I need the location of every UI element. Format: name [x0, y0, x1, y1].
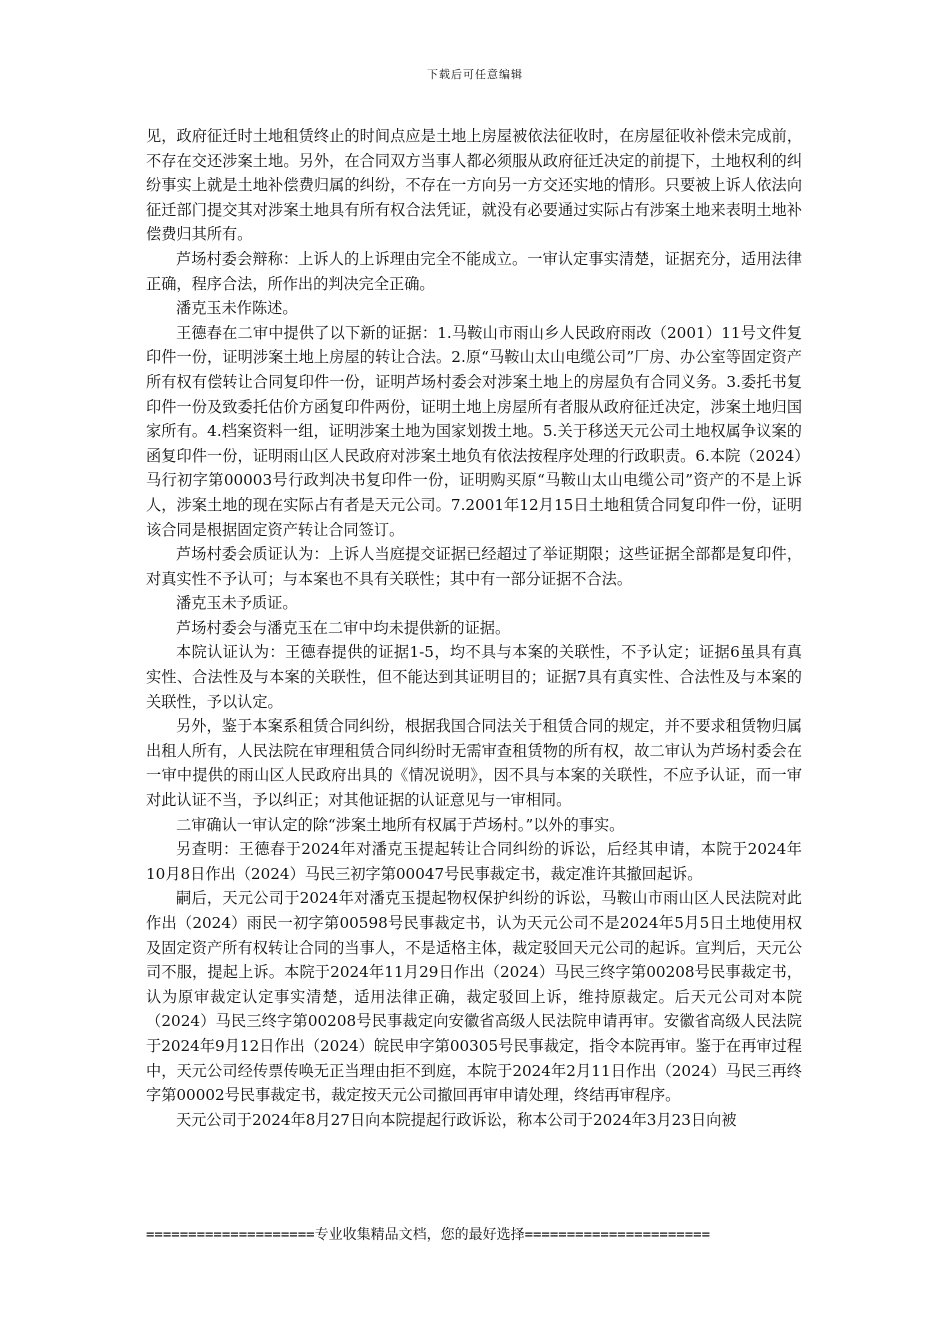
paragraph: 芦场村委会质证认为：上诉人当庭提交证据已经超过了举证期限；这些证据全部都是复印件，对真实性不予认可；与本案也不具有关联性；其中有一部分证据不合法。: [146, 545, 802, 588]
paragraph: 芦场村委会与潘克玉在二审中均未提供新的证据。: [176, 618, 511, 637]
paragraph: 见，政府征迁时土地租赁终止的时间点应是土地上房屋被依法征收时，在房屋征收补偿未完成前，不存在交还涉案土地。另外，在合同双方当事人都必须服从政府征迁决定的前提下，土地权利的纠纷事实上就是土地补偿费归属的纠纷，不存在一方向另一方交还实地的情形。只要被上诉人依法向征迁部门提交其对涉案土地具有所有权合法凭证，就没有必要通过实际占有涉案土地来表明土地补偿费归其所有。: [146, 127, 802, 244]
page-header: 下载后可任意编辑: [427, 68, 523, 81]
paragraph: 潘克玉未予质证。: [176, 594, 298, 613]
paragraph: 二审确认一审认定的除“涉案土地所有权属于芦场村。”以外的事实。: [176, 815, 625, 834]
paragraph: 王德春在二审中提供了以下新的证据：1.马鞍山市雨山乡人民政府雨改（2001）11号文件复印件一份，证明涉案土地上房屋的转让合法。2.原“马鞍山太山电缆公司”厂房、办公室等固定资产所有权有偿转让合同复印件一份，证明芦场村委会对涉案土地上的房屋负有合同义务。3.委托书复印件一份及致委托估价方函复印件两份，证明土地上房屋所有者服从政府征迁决定，涉案土地归国家所有。4.档案资料一组，证明涉案土地为国家划拨土地。5.关于移送天元公司土地权属争议案的函复印件一份，证明雨山区人民政府对涉案土地负有依法按程序处理的行政职责。6.本院（2024）马行初字第00003号行政判决书复印件一份，证明购买原“马鞍山太山电缆公司”资产的不是上诉人，涉案土地的现在实际占有者是天元公司。7.2001年12月15日土地租赁合同复印件一份，证明该合同是根据固定资产转让合同签订。: [146, 323, 802, 539]
page-footer: ====================专业收集精品文档，您的最好选择======================: [146, 1227, 711, 1243]
paragraph: 嗣后，天元公司于2024年对潘克玉提起物权保护纠纷的诉讼，马鞍山市雨山区人民法院对此作出（2024）雨民一初字第00598号民事裁定书，认为天元公司不是2024年5月5日土地使用权及固定资产所有权转让合同的当事人，不是适格主体，裁定驳回天元公司的起诉。宣判后，天元公司不服，提起上诉。本院于2024年11月29日作出（2024）马民三终字第00208号民事裁定书，认为原审裁定认定事实清楚，适用法律正确，裁定驳回上诉，维持原裁定。后天元公司对本院（2024）马民三终字第00208号民事裁定向安徽省高级人民法院申请再审。安徽省高级人民法院于2024年9月12日作出（2024）皖民申字第00305号民事裁定，指令本院再审。鉴于在再审过程中，天元公司经传票传唤无正当理由拒不到庭，本院于2024年2月11日作出（2024）马民三再终字第00002号民事裁定书，裁定按天元公司撤回再审申请处理，终结再审程序。: [146, 889, 802, 1105]
document-body: [146, 124, 802, 1132]
paragraph: 另外，鉴于本案系租赁合同纠纷，根据我国合同法关于租赁合同的规定，并不要求租赁物归属出租人所有，人民法院在审理租赁合同纠纷时无需审查租赁物的所有权，故二审认为芦场村委会在一审中提供的雨山区人民政府出具的《情况说明》，因不具与本案的关联性，不应予认证，而一审对此认证不当，予以纠正；对其他证据的认证意见与一审相同。: [146, 717, 802, 810]
paragraph: 芦场村委会辩称：上诉人的上诉理由完全不能成立。一审认定事实清楚，证据充分，适用法律正确，程序合法，所作出的判决完全正确。: [146, 249, 802, 293]
paragraph: 天元公司于2024年8月27日向本院提起行政诉讼，称本公司于2024年3月23日向被: [176, 1110, 737, 1129]
paragraph: 本院认证认为：王德春提供的证据1-5，均不具与本案的关联性，不予认定；证据6虽具有真实性、合法性及与本案的关联性，但不能达到其证明目的；证据7具有真实性、合法性及与本案的关联性，予以认定。: [146, 643, 802, 711]
paragraph: 另查明：王德春于2024年对潘克玉提起转让合同纠纷的诉讼，后经其申请，本院于2024年10月8日作出（2024）马民三初字第00047号民事裁定书，裁定准许其撤回起诉。: [146, 840, 802, 883]
paragraph: 潘克玉未作陈述。: [176, 299, 298, 318]
